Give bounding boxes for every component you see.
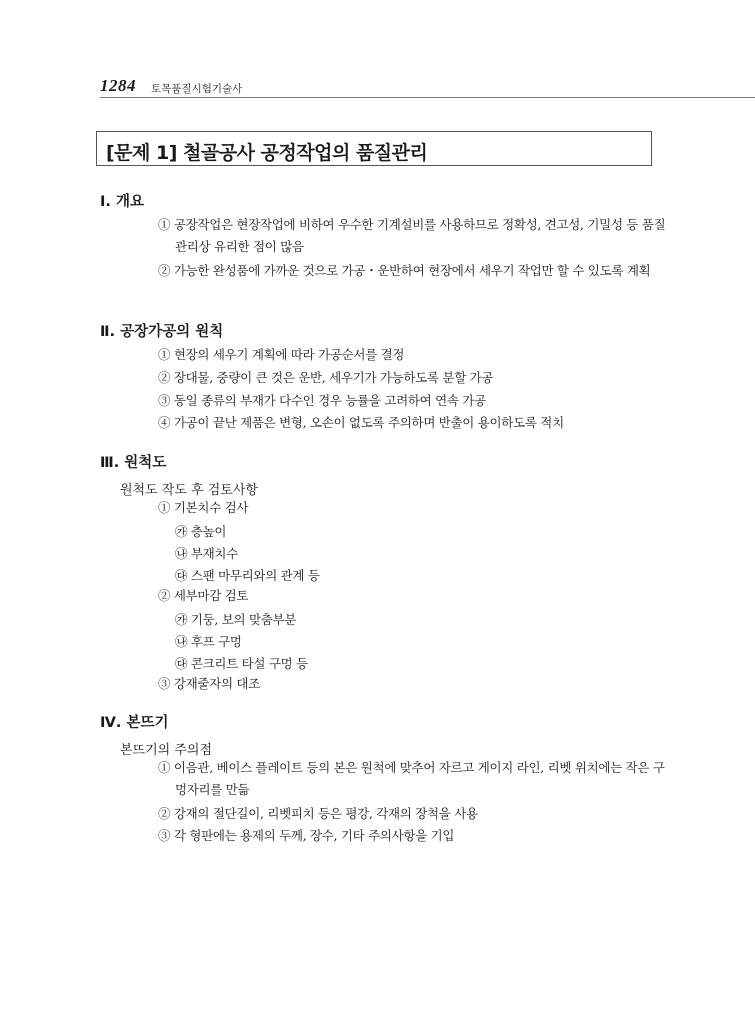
list-item: ② 가능한 완성품에 가까운 것으로 가공・운반하여 현장에서 세우기 작업만 할 수 있도록 계획 xyxy=(158,263,651,278)
sub-item: ㉰ 콘크리트 타설 구멍 등 xyxy=(175,656,308,671)
section-heading-principles: Ⅱ. 공장가공의 원칙 xyxy=(100,324,224,340)
page-number: 1284 xyxy=(100,76,136,95)
sub-item: ㉰ 스팬 마무리와의 관계 등 xyxy=(175,568,320,583)
section-heading-full-scale-drawing: Ⅲ. 원척도 xyxy=(100,455,167,471)
sub-item: ㉯ 후프 구멍 xyxy=(175,634,242,649)
page-header xyxy=(100,76,755,98)
problem-title: [문제 1] 철골공사 공정작업의 품질관리 xyxy=(106,142,428,164)
section-intro: 본뜨기의 주의점 xyxy=(120,743,213,758)
list-item: ③ 강재줄자의 대조 xyxy=(158,676,260,691)
list-item: ③ 각 형판에는 용제의 두께, 장수, 기타 주의사항을 기입 xyxy=(158,828,455,843)
problem-title-box xyxy=(96,131,652,166)
book-title: 토목품질시험기술사 xyxy=(151,83,243,95)
list-item: ② 장대물, 중량이 큰 것은 운반, 세우기가 가능하도록 분할 가공 xyxy=(158,370,494,385)
list-item: ② 강재의 절단길이, 리벳피치 등은 평강, 각재의 장척을 사용 xyxy=(158,806,478,821)
list-item: ① 기본치수 검사 xyxy=(158,500,249,515)
sub-item: ㉯ 부재치수 xyxy=(175,546,238,561)
section-heading-overview: Ⅰ. 개요 xyxy=(100,194,144,210)
sub-item: ㉮ 층높이 xyxy=(175,524,227,539)
sub-item: ㉮ 기둥, 보의 맞춤부분 xyxy=(175,612,297,627)
list-item: ① 공장작업은 현장작업에 비하여 우수한 기계설비를 사용하므로 정확성, 견고성, 기밀성 등 품질관리상 유리한 점이 많음 xyxy=(158,217,666,254)
list-item: ③ 동일 종류의 부재가 다수인 경우 능률을 고려하여 연속 가공 xyxy=(158,393,486,408)
section-intro: 원척도 작도 후 검토사항 xyxy=(120,483,258,498)
list-item: ① 이음관, 베이스 플레이트 등의 본은 원척에 맞추어 자르고 게이지 라인, 리벳 위치에는 작은 구멍자리를 만듦 xyxy=(158,760,665,797)
list-item: ④ 가공이 끝난 제품은 변형, 오손이 없도록 주의하며 반출이 용이하도록 적치 xyxy=(158,415,564,430)
section-heading-template-making: Ⅳ. 본뜨기 xyxy=(100,715,169,731)
list-item: ② 세부마감 검토 xyxy=(158,588,249,603)
list-item: ① 현장의 세우기 계획에 따라 가공순서를 결정 xyxy=(158,347,405,362)
